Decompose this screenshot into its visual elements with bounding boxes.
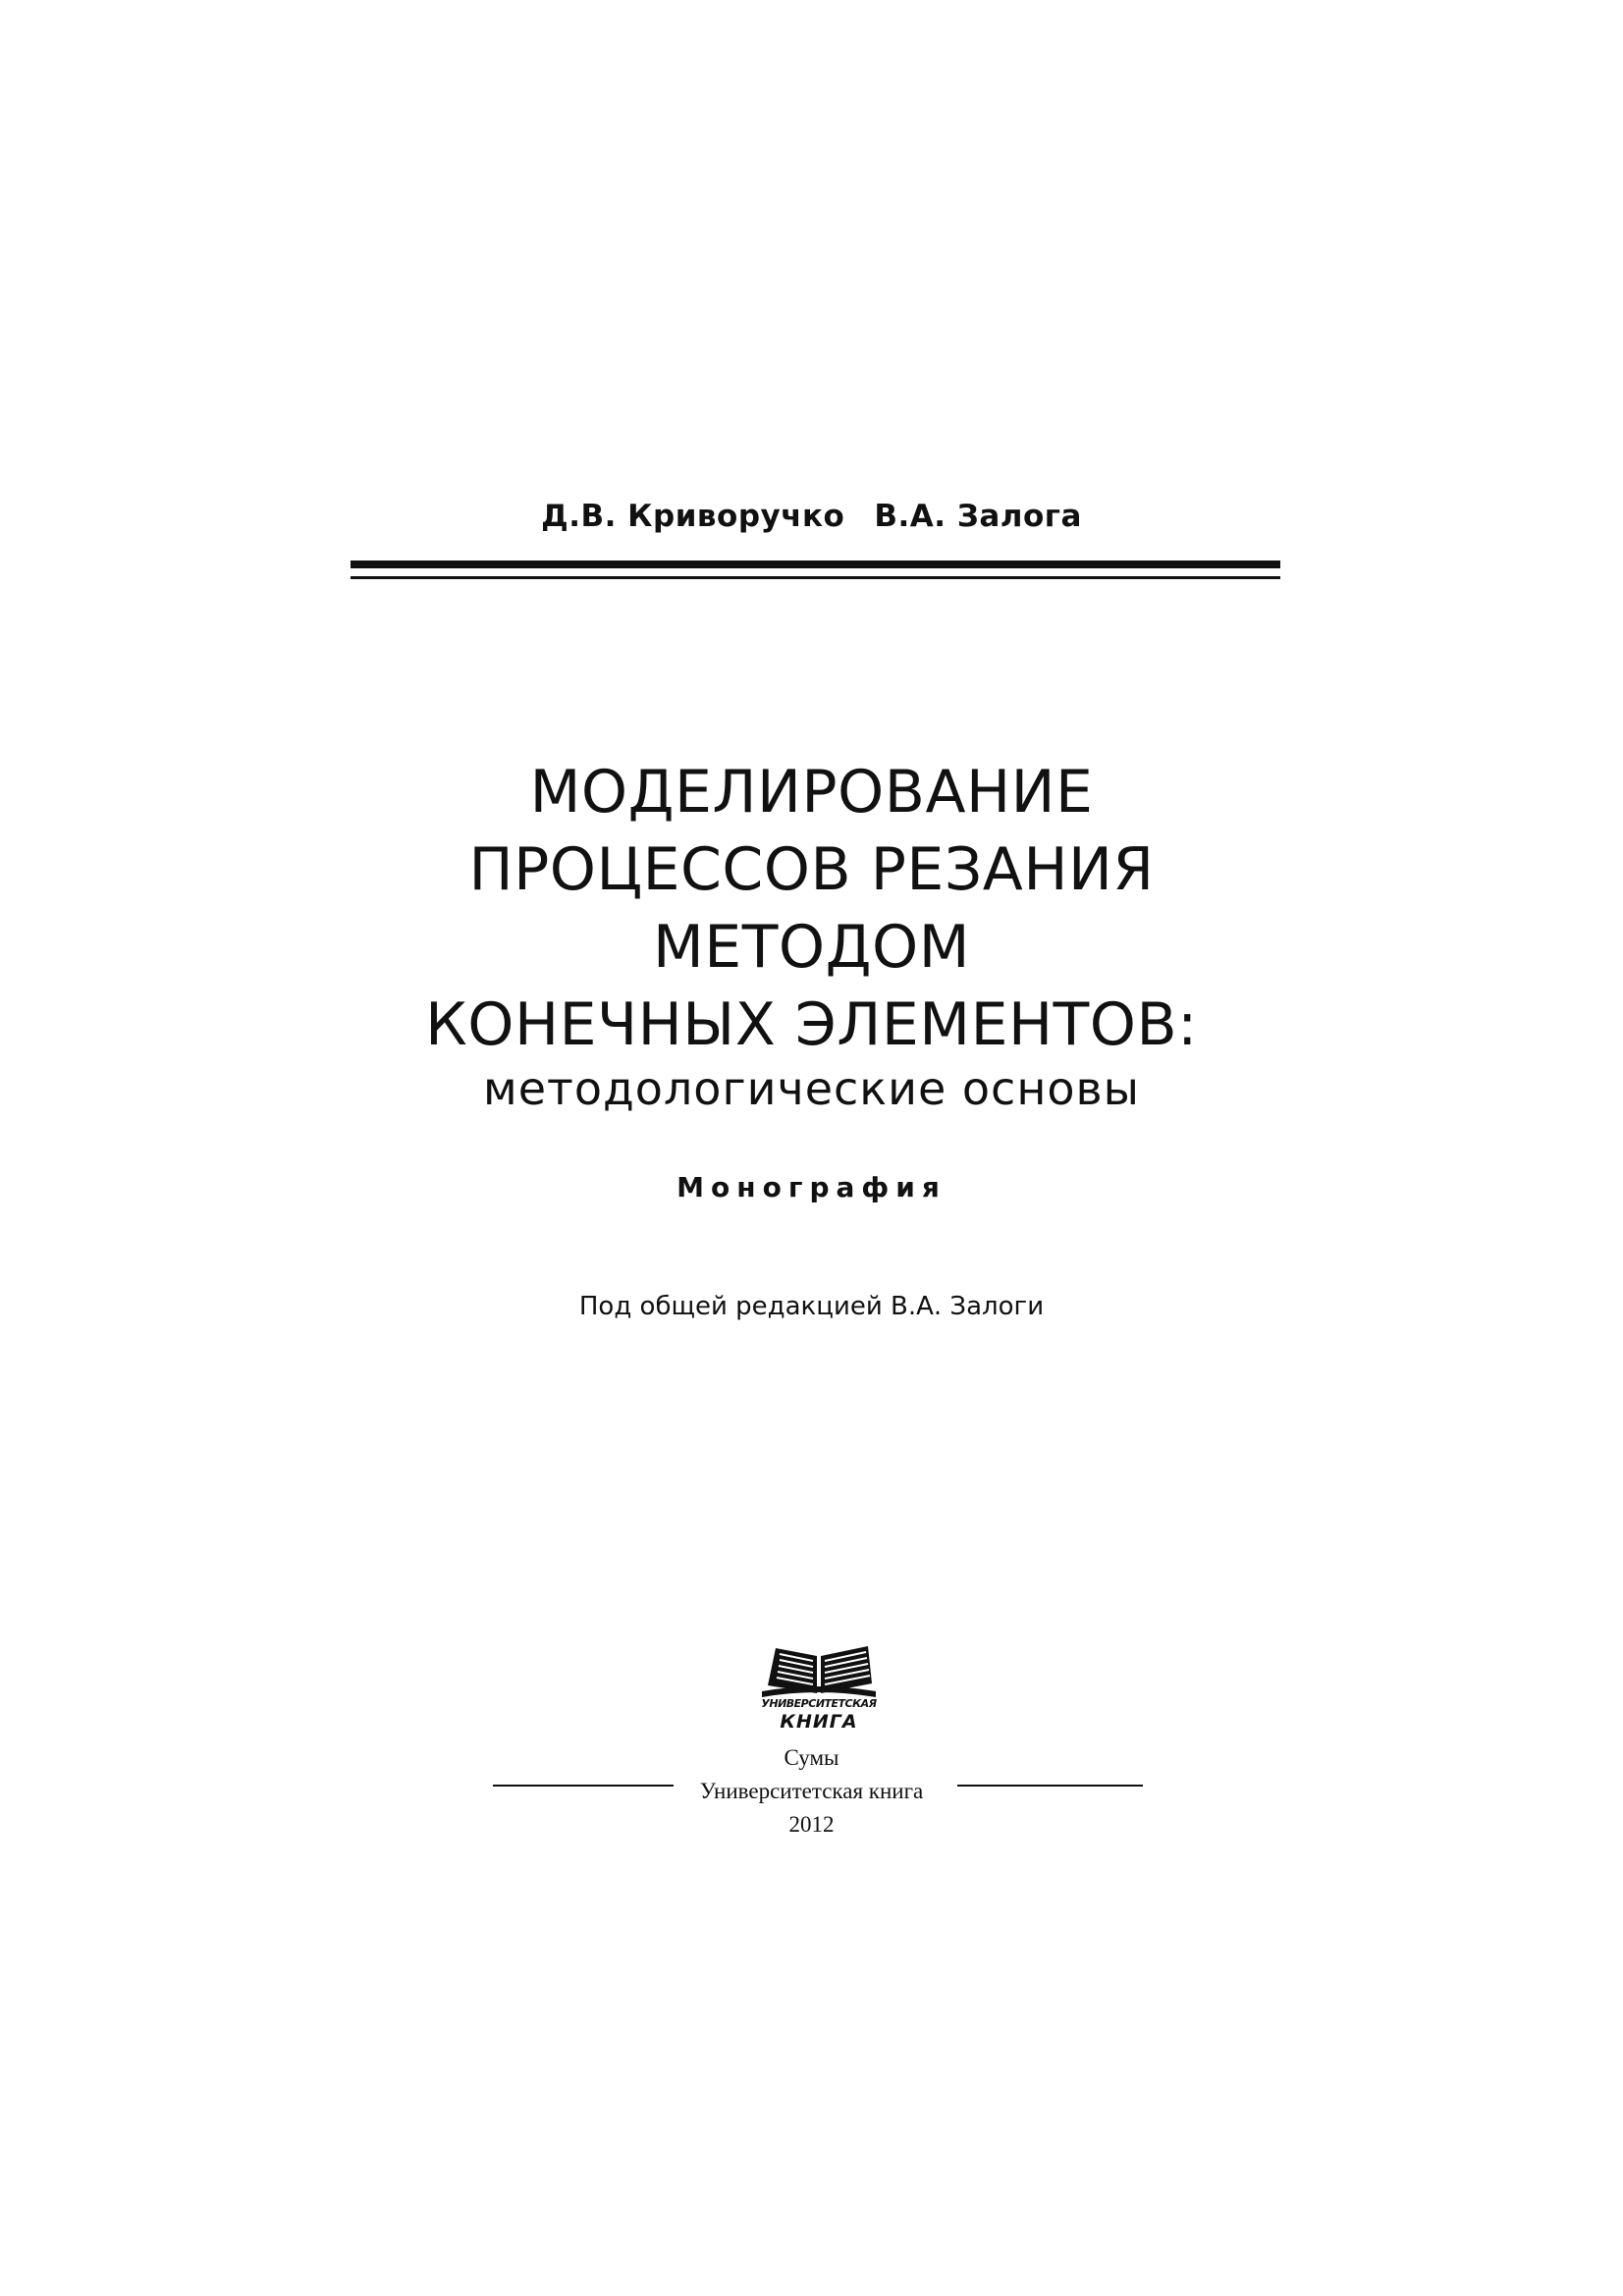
logo-text-line2: КНИГА [780, 1711, 858, 1733]
logo-text-line1: УНИВЕРСИТЕТСКАЯ [761, 1697, 877, 1710]
book-subtitle: методологические основы [483, 1062, 1140, 1115]
header-rule-thin [351, 576, 1280, 579]
imprint-city: Сумы [784, 1745, 839, 1770]
imprint-year: 2012 [788, 1812, 835, 1837]
author-1: Д.В. Криворучко [541, 499, 845, 534]
authors [0, 499, 1623, 534]
genre-label: Монография [676, 1171, 947, 1203]
header-rule-thick [351, 561, 1280, 568]
imprint-publisher: Университетская книга [699, 1779, 924, 1803]
publisher-logo [758, 1642, 880, 1733]
book-title [0, 754, 1623, 1064]
author-2: В.А. Залога [874, 499, 1082, 534]
title-line-1: МОДЕЛИРОВАНИЕ [529, 758, 1094, 827]
imprint [0, 1741, 1623, 1842]
editor-note: Под общей редакцией В.А. Залоги [578, 1292, 1045, 1321]
title-line-3: МЕТОДОМ [653, 913, 970, 982]
title-line-4: КОНЕЧНЫХ ЭЛЕМЕНТОВ: [425, 990, 1198, 1059]
open-book-icon [758, 1642, 880, 1701]
title-line-2: ПРОЦЕССОВ РЕЗАНИЯ [468, 835, 1155, 904]
